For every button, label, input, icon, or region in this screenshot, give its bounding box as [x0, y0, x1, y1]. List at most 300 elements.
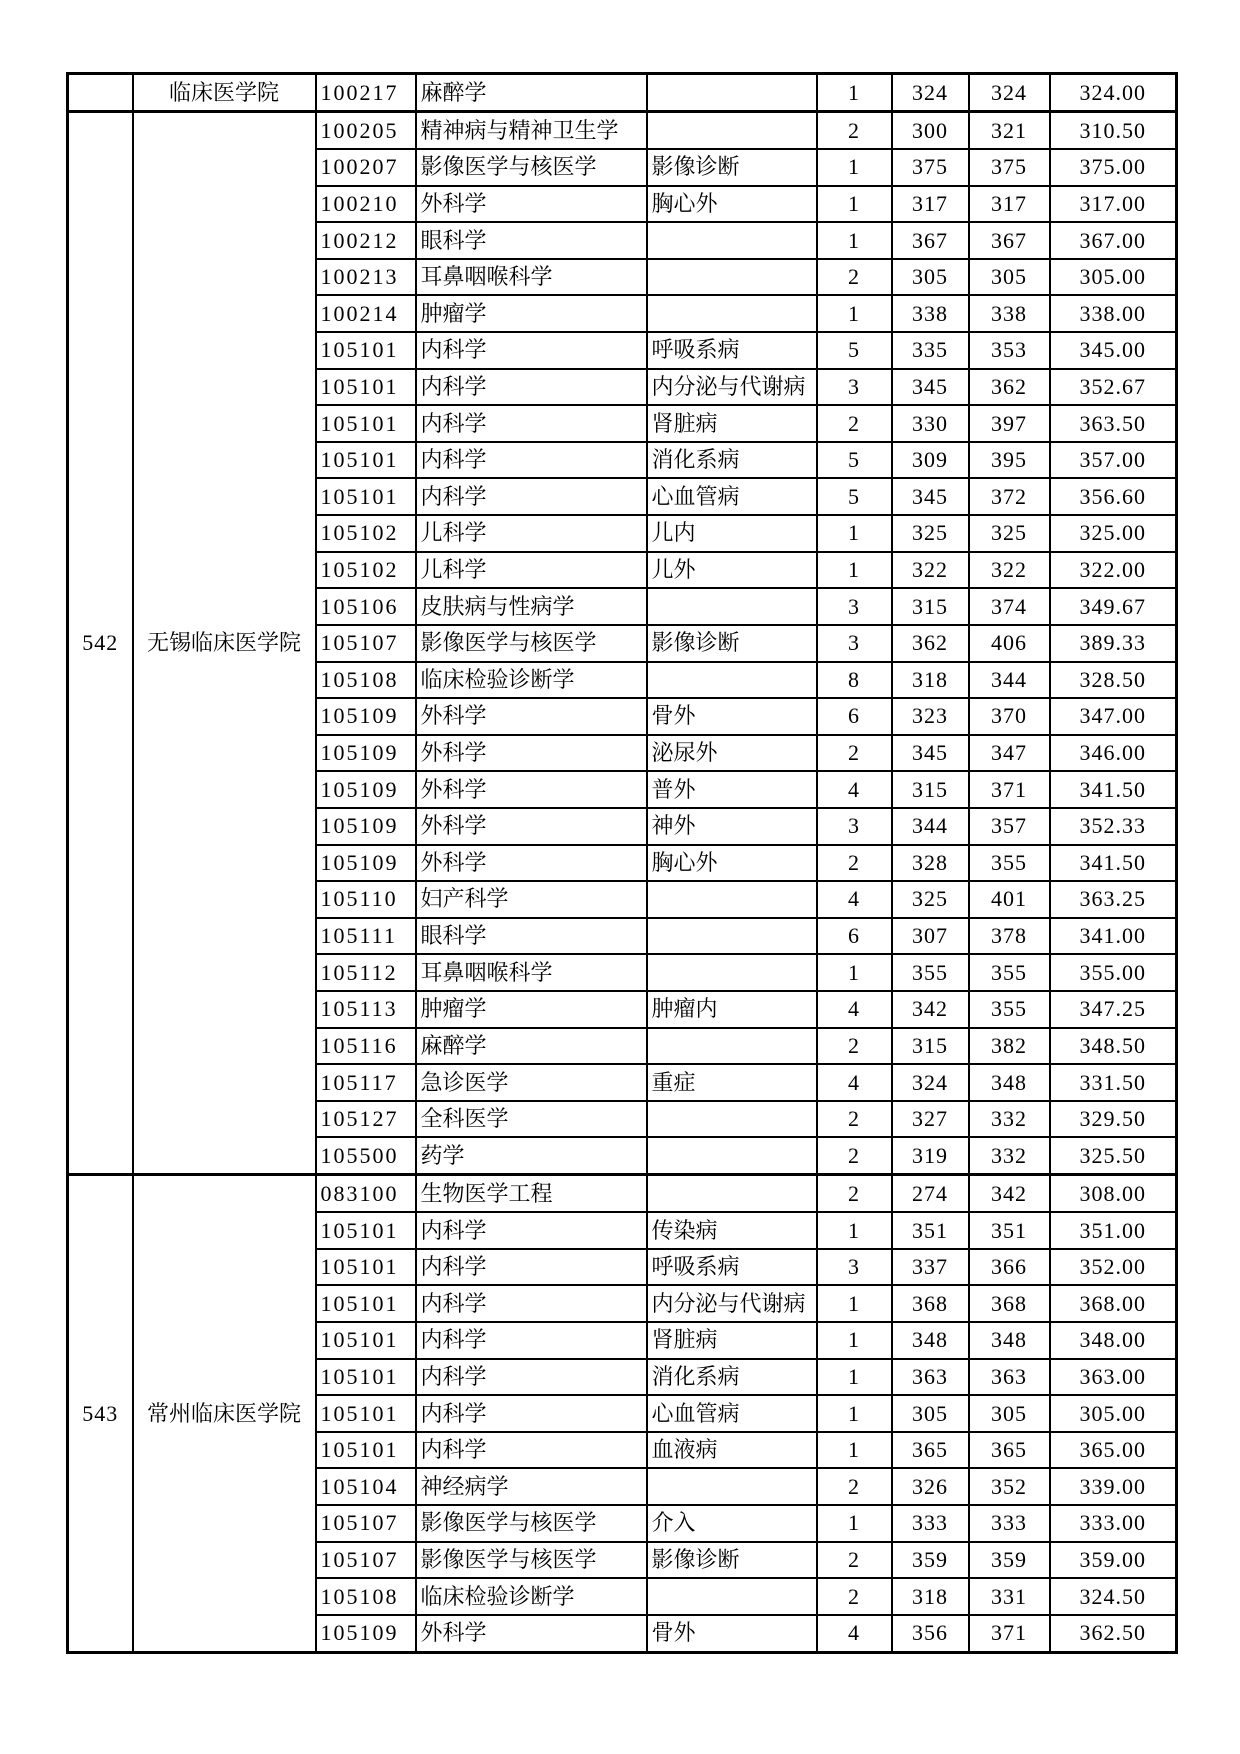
code-cell: 105101: [316, 1249, 416, 1286]
max-cell: 305: [969, 259, 1050, 296]
direction-cell: 内分泌与代谢病: [647, 1285, 817, 1322]
min-cell: 362: [892, 625, 969, 662]
max-cell: 338: [969, 295, 1050, 332]
count-cell: 4: [817, 1615, 892, 1653]
major-cell: 精神病与精神卫生学: [416, 112, 647, 149]
min-cell: 324: [892, 1064, 969, 1101]
table-row: [68, 1175, 1177, 1212]
min-cell: 300: [892, 112, 969, 149]
count-cell: 8: [817, 662, 892, 699]
count-cell: 2: [817, 1578, 892, 1615]
max-cell: 355: [969, 845, 1050, 882]
code-cell: 105101: [316, 332, 416, 369]
major-cell: 临床检验诊断学: [416, 662, 647, 699]
min-cell: 363: [892, 1359, 969, 1396]
max-cell: 344: [969, 662, 1050, 699]
avg-cell: 356.60: [1050, 478, 1177, 515]
major-cell: 内科学: [416, 1285, 647, 1322]
min-cell: 337: [892, 1249, 969, 1286]
direction-cell: [647, 588, 817, 625]
section-seq-cell: 542: [68, 112, 133, 1175]
avg-cell: 324.50: [1050, 1578, 1177, 1615]
min-cell: 323: [892, 698, 969, 735]
min-cell: 305: [892, 259, 969, 296]
min-cell: 335: [892, 332, 969, 369]
max-cell: 382: [969, 1028, 1050, 1065]
major-cell: 内科学: [416, 1395, 647, 1432]
count-cell: 3: [817, 369, 892, 406]
direction-cell: 儿外: [647, 552, 817, 589]
count-cell: 1: [817, 149, 892, 186]
count-cell: 1: [817, 1322, 892, 1359]
major-cell: 影像医学与核医学: [416, 149, 647, 186]
count-cell: 5: [817, 478, 892, 515]
max-cell: 368: [969, 1285, 1050, 1322]
min-cell: 315: [892, 771, 969, 808]
direction-cell: 肿瘤内: [647, 991, 817, 1028]
direction-cell: 胸心外: [647, 845, 817, 882]
direction-cell: 消化系病: [647, 442, 817, 479]
max-cell: 401: [969, 881, 1050, 918]
max-cell: 332: [969, 1137, 1050, 1174]
avg-cell: 355.00: [1050, 954, 1177, 991]
max-cell: 347: [969, 735, 1050, 772]
min-cell: 333: [892, 1505, 969, 1542]
direction-cell: 心血管病: [647, 478, 817, 515]
max-cell: 375: [969, 149, 1050, 186]
avg-cell: 325.00: [1050, 515, 1177, 552]
avg-cell: 324.00: [1050, 74, 1177, 112]
avg-cell: 347.00: [1050, 698, 1177, 735]
max-cell: 305: [969, 1395, 1050, 1432]
major-cell: 肿瘤学: [416, 295, 647, 332]
code-cell: 105108: [316, 662, 416, 699]
min-cell: 348: [892, 1322, 969, 1359]
code-cell: 105104: [316, 1468, 416, 1505]
direction-cell: [647, 1101, 817, 1138]
avg-cell: 328.50: [1050, 662, 1177, 699]
code-cell: 105102: [316, 552, 416, 589]
direction-cell: [647, 1137, 817, 1174]
max-cell: 351: [969, 1212, 1050, 1249]
max-cell: 353: [969, 332, 1050, 369]
max-cell: 366: [969, 1249, 1050, 1286]
direction-cell: 肾脏病: [647, 1322, 817, 1359]
max-cell: 325: [969, 515, 1050, 552]
code-cell: 083100: [316, 1175, 416, 1212]
code-cell: 105101: [316, 1432, 416, 1469]
major-cell: 外科学: [416, 808, 647, 845]
max-cell: 357: [969, 808, 1050, 845]
avg-cell: 341.50: [1050, 845, 1177, 882]
avg-cell: 322.00: [1050, 552, 1177, 589]
count-cell: 1: [817, 186, 892, 223]
code-cell: 105106: [316, 588, 416, 625]
major-cell: 内科学: [416, 405, 647, 442]
direction-cell: 呼吸系病: [647, 332, 817, 369]
code-cell: 100205: [316, 112, 416, 149]
major-cell: 皮肤病与性病学: [416, 588, 647, 625]
avg-cell: 359.00: [1050, 1542, 1177, 1579]
avg-cell: 357.00: [1050, 442, 1177, 479]
direction-cell: 血液病: [647, 1432, 817, 1469]
code-cell: 105107: [316, 625, 416, 662]
code-cell: 105500: [316, 1137, 416, 1174]
min-cell: 309: [892, 442, 969, 479]
direction-cell: 影像诊断: [647, 1542, 817, 1579]
code-cell: 100210: [316, 186, 416, 223]
count-cell: 2: [817, 405, 892, 442]
count-cell: 5: [817, 442, 892, 479]
section-school-cell: 临床医学院: [133, 74, 316, 112]
min-cell: 327: [892, 1101, 969, 1138]
section-school-cell: 无锡临床医学院: [133, 112, 316, 1175]
min-cell: 274: [892, 1175, 969, 1212]
major-cell: 内科学: [416, 1359, 647, 1396]
avg-cell: 352.00: [1050, 1249, 1177, 1286]
major-cell: 妇产科学: [416, 881, 647, 918]
code-cell: 105109: [316, 808, 416, 845]
direction-cell: 心血管病: [647, 1395, 817, 1432]
max-cell: 365: [969, 1432, 1050, 1469]
code-cell: 105109: [316, 1615, 416, 1653]
direction-cell: [647, 222, 817, 259]
avg-cell: 310.50: [1050, 112, 1177, 149]
direction-cell: 呼吸系病: [647, 1249, 817, 1286]
min-cell: 317: [892, 186, 969, 223]
major-cell: 耳鼻咽喉科学: [416, 259, 647, 296]
max-cell: 397: [969, 405, 1050, 442]
code-cell: 100213: [316, 259, 416, 296]
max-cell: 395: [969, 442, 1050, 479]
avg-cell: 363.00: [1050, 1359, 1177, 1396]
major-cell: 影像医学与核医学: [416, 1505, 647, 1542]
avg-cell: 341.00: [1050, 918, 1177, 955]
count-cell: 2: [817, 112, 892, 149]
max-cell: 317: [969, 186, 1050, 223]
code-cell: 105101: [316, 1285, 416, 1322]
major-cell: 药学: [416, 1137, 647, 1174]
direction-cell: 重症: [647, 1064, 817, 1101]
avg-cell: 331.50: [1050, 1064, 1177, 1101]
count-cell: 2: [817, 1542, 892, 1579]
direction-cell: 影像诊断: [647, 149, 817, 186]
min-cell: 355: [892, 954, 969, 991]
count-cell: 1: [817, 295, 892, 332]
count-cell: 1: [817, 954, 892, 991]
code-cell: 105101: [316, 369, 416, 406]
code-cell: 105107: [316, 1505, 416, 1542]
min-cell: 326: [892, 1468, 969, 1505]
code-cell: 105101: [316, 405, 416, 442]
min-cell: 345: [892, 735, 969, 772]
count-cell: 1: [817, 1359, 892, 1396]
count-cell: 2: [817, 1028, 892, 1065]
min-cell: 356: [892, 1615, 969, 1653]
count-cell: 1: [817, 1212, 892, 1249]
min-cell: 319: [892, 1137, 969, 1174]
code-cell: 105116: [316, 1028, 416, 1065]
count-cell: 2: [817, 1101, 892, 1138]
max-cell: 355: [969, 991, 1050, 1028]
direction-cell: 泌尿外: [647, 735, 817, 772]
direction-cell: [647, 112, 817, 149]
major-cell: 神经病学: [416, 1468, 647, 1505]
avg-cell: 325.50: [1050, 1137, 1177, 1174]
major-cell: 急诊医学: [416, 1064, 647, 1101]
major-cell: 内科学: [416, 369, 647, 406]
major-cell: 外科学: [416, 1615, 647, 1653]
max-cell: 372: [969, 478, 1050, 515]
avg-cell: 333.00: [1050, 1505, 1177, 1542]
min-cell: 318: [892, 1578, 969, 1615]
major-cell: 儿科学: [416, 552, 647, 589]
min-cell: 315: [892, 1028, 969, 1065]
avg-cell: 346.00: [1050, 735, 1177, 772]
max-cell: 352: [969, 1468, 1050, 1505]
min-cell: 345: [892, 369, 969, 406]
code-cell: 105109: [316, 845, 416, 882]
min-cell: 338: [892, 295, 969, 332]
count-cell: 1: [817, 515, 892, 552]
avg-cell: 317.00: [1050, 186, 1177, 223]
min-cell: 365: [892, 1432, 969, 1469]
min-cell: 344: [892, 808, 969, 845]
count-cell: 4: [817, 881, 892, 918]
direction-cell: [647, 954, 817, 991]
count-cell: 2: [817, 845, 892, 882]
max-cell: 362: [969, 369, 1050, 406]
code-cell: 105102: [316, 515, 416, 552]
avg-cell: 368.00: [1050, 1285, 1177, 1322]
direction-cell: 肾脏病: [647, 405, 817, 442]
major-cell: 内科学: [416, 332, 647, 369]
code-cell: 105101: [316, 1359, 416, 1396]
max-cell: 374: [969, 588, 1050, 625]
max-cell: 371: [969, 1615, 1050, 1653]
direction-cell: 胸心外: [647, 186, 817, 223]
count-cell: 2: [817, 1468, 892, 1505]
direction-cell: 内分泌与代谢病: [647, 369, 817, 406]
major-cell: 耳鼻咽喉科学: [416, 954, 647, 991]
avg-cell: 338.00: [1050, 295, 1177, 332]
major-cell: 外科学: [416, 735, 647, 772]
code-cell: 105101: [316, 1212, 416, 1249]
avg-cell: 329.50: [1050, 1101, 1177, 1138]
count-cell: 4: [817, 991, 892, 1028]
min-cell: 342: [892, 991, 969, 1028]
min-cell: 375: [892, 149, 969, 186]
direction-cell: [647, 1028, 817, 1065]
major-cell: 肿瘤学: [416, 991, 647, 1028]
code-cell: 105108: [316, 1578, 416, 1615]
code-cell: 100217: [316, 74, 416, 112]
avg-cell: 347.25: [1050, 991, 1177, 1028]
major-cell: 临床检验诊断学: [416, 1578, 647, 1615]
code-cell: 105107: [316, 1542, 416, 1579]
major-cell: 眼科学: [416, 918, 647, 955]
max-cell: 342: [969, 1175, 1050, 1212]
code-cell: 105101: [316, 442, 416, 479]
count-cell: 1: [817, 1505, 892, 1542]
avg-cell: 363.50: [1050, 405, 1177, 442]
direction-cell: 骨外: [647, 1615, 817, 1653]
max-cell: 363: [969, 1359, 1050, 1396]
avg-cell: 349.67: [1050, 588, 1177, 625]
avg-cell: 339.00: [1050, 1468, 1177, 1505]
min-cell: 330: [892, 405, 969, 442]
avg-cell: 305.00: [1050, 1395, 1177, 1432]
direction-cell: 传染病: [647, 1212, 817, 1249]
major-cell: 内科学: [416, 1432, 647, 1469]
min-cell: 328: [892, 845, 969, 882]
max-cell: 333: [969, 1505, 1050, 1542]
avg-cell: 351.00: [1050, 1212, 1177, 1249]
avg-cell: 362.50: [1050, 1615, 1177, 1653]
avg-cell: 363.25: [1050, 881, 1177, 918]
direction-cell: 神外: [647, 808, 817, 845]
max-cell: 355: [969, 954, 1050, 991]
major-cell: 内科学: [416, 1212, 647, 1249]
direction-cell: 介入: [647, 1505, 817, 1542]
count-cell: 2: [817, 1175, 892, 1212]
avg-cell: 341.50: [1050, 771, 1177, 808]
count-cell: 5: [817, 332, 892, 369]
direction-cell: [647, 1175, 817, 1212]
min-cell: 359: [892, 1542, 969, 1579]
count-cell: 6: [817, 918, 892, 955]
min-cell: 318: [892, 662, 969, 699]
max-cell: 367: [969, 222, 1050, 259]
major-cell: 生物医学工程: [416, 1175, 647, 1212]
table-body: [68, 74, 1177, 1653]
max-cell: 324: [969, 74, 1050, 112]
direction-cell: 普外: [647, 771, 817, 808]
min-cell: 325: [892, 881, 969, 918]
max-cell: 359: [969, 1542, 1050, 1579]
max-cell: 321: [969, 112, 1050, 149]
direction-cell: 影像诊断: [647, 625, 817, 662]
count-cell: 1: [817, 74, 892, 112]
avg-cell: 352.67: [1050, 369, 1177, 406]
direction-cell: [647, 662, 817, 699]
min-cell: 307: [892, 918, 969, 955]
admission-score-table: [66, 72, 1178, 1654]
min-cell: 324: [892, 74, 969, 112]
major-cell: 麻醉学: [416, 74, 647, 112]
major-cell: 内科学: [416, 442, 647, 479]
max-cell: 322: [969, 552, 1050, 589]
code-cell: 105110: [316, 881, 416, 918]
direction-cell: [647, 1468, 817, 1505]
major-cell: 内科学: [416, 1322, 647, 1359]
avg-cell: 305.00: [1050, 259, 1177, 296]
code-cell: 100207: [316, 149, 416, 186]
avg-cell: 348.00: [1050, 1322, 1177, 1359]
count-cell: 6: [817, 698, 892, 735]
count-cell: 4: [817, 1064, 892, 1101]
max-cell: 332: [969, 1101, 1050, 1138]
avg-cell: 367.00: [1050, 222, 1177, 259]
direction-cell: [647, 295, 817, 332]
code-cell: 105101: [316, 1322, 416, 1359]
major-cell: 全科医学: [416, 1101, 647, 1138]
min-cell: 345: [892, 478, 969, 515]
major-cell: 外科学: [416, 698, 647, 735]
code-cell: 105127: [316, 1101, 416, 1138]
count-cell: 4: [817, 771, 892, 808]
major-cell: 内科学: [416, 478, 647, 515]
avg-cell: 375.00: [1050, 149, 1177, 186]
count-cell: 2: [817, 735, 892, 772]
count-cell: 3: [817, 1249, 892, 1286]
min-cell: 367: [892, 222, 969, 259]
max-cell: 348: [969, 1322, 1050, 1359]
major-cell: 麻醉学: [416, 1028, 647, 1065]
max-cell: 371: [969, 771, 1050, 808]
section-school-cell: 常州临床医学院: [133, 1175, 316, 1653]
section-seq-cell: 543: [68, 1175, 133, 1653]
code-cell: 100212: [316, 222, 416, 259]
avg-cell: 308.00: [1050, 1175, 1177, 1212]
table-row: [68, 74, 1177, 112]
section-seq-cell: [68, 74, 133, 112]
direction-cell: 骨外: [647, 698, 817, 735]
count-cell: 2: [817, 1137, 892, 1174]
min-cell: 315: [892, 588, 969, 625]
direction-cell: [647, 918, 817, 955]
avg-cell: 352.33: [1050, 808, 1177, 845]
max-cell: 406: [969, 625, 1050, 662]
major-cell: 外科学: [416, 771, 647, 808]
direction-cell: 消化系病: [647, 1359, 817, 1396]
code-cell: 100214: [316, 295, 416, 332]
major-cell: 影像医学与核医学: [416, 625, 647, 662]
code-cell: 105117: [316, 1064, 416, 1101]
major-cell: 外科学: [416, 845, 647, 882]
max-cell: 370: [969, 698, 1050, 735]
avg-cell: 365.00: [1050, 1432, 1177, 1469]
count-cell: 1: [817, 1432, 892, 1469]
min-cell: 322: [892, 552, 969, 589]
count-cell: 1: [817, 552, 892, 589]
count-cell: 1: [817, 1395, 892, 1432]
code-cell: 105109: [316, 698, 416, 735]
count-cell: 3: [817, 625, 892, 662]
direction-cell: [647, 1578, 817, 1615]
direction-cell: [647, 881, 817, 918]
min-cell: 368: [892, 1285, 969, 1322]
code-cell: 105112: [316, 954, 416, 991]
min-cell: 325: [892, 515, 969, 552]
table-row: [68, 112, 1177, 149]
avg-cell: 345.00: [1050, 332, 1177, 369]
max-cell: 348: [969, 1064, 1050, 1101]
code-cell: 105111: [316, 918, 416, 955]
code-cell: 105101: [316, 478, 416, 515]
min-cell: 351: [892, 1212, 969, 1249]
count-cell: 1: [817, 222, 892, 259]
major-cell: 外科学: [416, 186, 647, 223]
major-cell: 影像医学与核医学: [416, 1542, 647, 1579]
direction-cell: 儿内: [647, 515, 817, 552]
code-cell: 105101: [316, 1395, 416, 1432]
direction-cell: [647, 74, 817, 112]
major-cell: 儿科学: [416, 515, 647, 552]
code-cell: 105113: [316, 991, 416, 1028]
count-cell: 1: [817, 1285, 892, 1322]
max-cell: 331: [969, 1578, 1050, 1615]
